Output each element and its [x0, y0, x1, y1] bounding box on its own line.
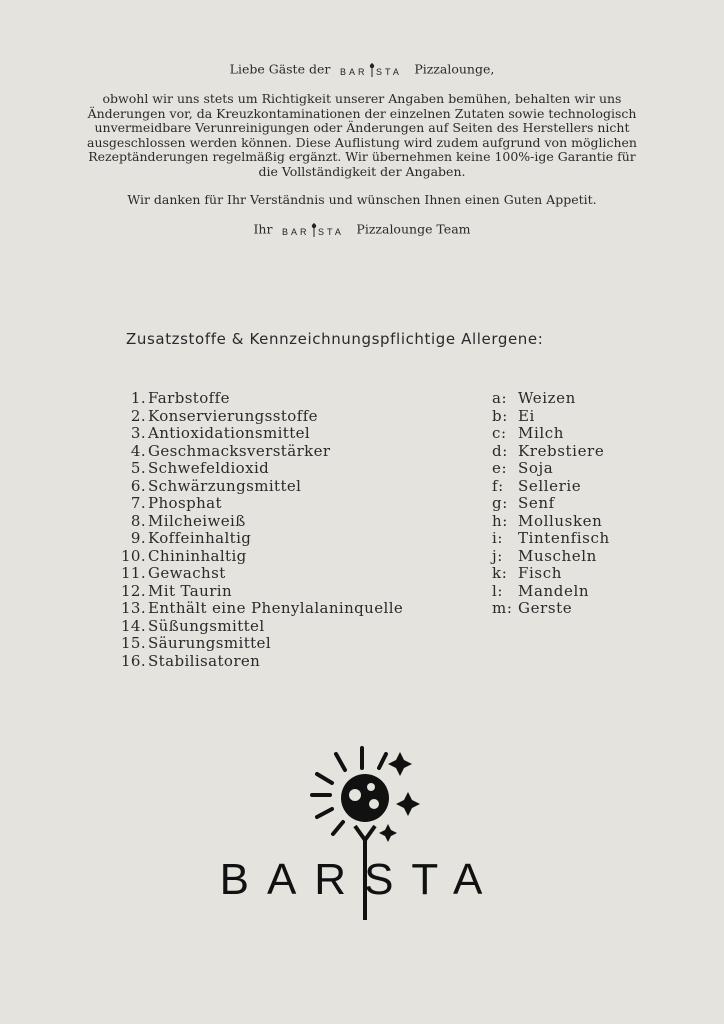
additive-number: 3. [130, 424, 146, 442]
additive-label: Enthält eine Phenylalaninquelle [148, 599, 404, 617]
additive-item [112, 530, 403, 548]
allergen-label: Krebstiere [518, 441, 605, 460]
svg-text:BAR: BAR [340, 67, 368, 77]
allergen-heading: Zusatzstoffe & Kennzeichnungspflichtige Allergene: [126, 330, 544, 348]
allergen-label: Ei [518, 406, 535, 425]
allergen-letter: k: [492, 564, 508, 582]
additive-number: 1. [130, 389, 146, 407]
barista-mini-logo-2 [282, 222, 346, 238]
additive-number: 7. [130, 494, 146, 512]
brand-wordmark [150, 855, 570, 905]
additive-number: 15. [120, 634, 146, 652]
signature-line [40, 222, 684, 238]
additive-item [112, 565, 403, 583]
allergen-item [492, 513, 610, 531]
disclaimer-line: obwohl wir uns stets um Richtigkeit unserer Angaben bemühen, behalten wir uns [102, 91, 622, 106]
additive-number: 14. [120, 616, 146, 635]
allergen-item [492, 443, 610, 461]
allergen-item [492, 565, 610, 583]
additive-label: Gewachst [148, 564, 226, 582]
additive-number: 9. [130, 529, 146, 547]
additive-label: Koffeinhaltig [148, 529, 252, 547]
svg-text:STA: STA [376, 67, 403, 77]
allergen-label: Mollusken [518, 511, 603, 530]
brand-right: STA [364, 855, 501, 904]
allergen-letter: d: [492, 441, 508, 460]
additive-label: Schwefeldioxid [148, 459, 270, 477]
additive-number: 2. [130, 406, 146, 425]
additive-label: Konservierungsstoffe [148, 406, 318, 425]
allergen-letter: l: [492, 581, 504, 600]
additive-label: Säurungsmittel [148, 634, 272, 652]
additive-label: Schwärzungsmittel [148, 476, 302, 495]
additive-number: 4. [130, 441, 146, 460]
disclaimer-line: Änderungen vor, da Kreuzkontaminationen der einzelnen Zutaten sowie technologisch [87, 105, 637, 121]
additive-label: Antioxidationsmittel [148, 424, 311, 442]
additive-number: 12. [120, 581, 146, 600]
disclaimer-line: Rezeptänderungen regelmäßig ergänzt. Wir übernehmen keine 100%-ige Garantie für [88, 149, 636, 164]
additive-item [112, 600, 403, 618]
additive-item [112, 425, 403, 443]
additive-item [112, 548, 403, 566]
allergen-item [492, 600, 610, 618]
additive-item [112, 583, 403, 601]
additive-item [112, 408, 403, 426]
allergen-letter: c: [492, 424, 507, 442]
allergen-letter: f: [492, 476, 504, 495]
additive-item [112, 635, 403, 653]
additive-number: 10. [120, 546, 146, 565]
sign-pre: Ihr [253, 221, 273, 236]
additive-item [112, 495, 403, 513]
allergen-letter: j: [492, 546, 503, 565]
additive-item [112, 460, 403, 478]
additive-number: 8. [130, 511, 146, 530]
additive-number: 6. [130, 476, 146, 495]
allergen-letter: g: [492, 494, 508, 512]
additive-label: Geschmacksverstärker [148, 441, 331, 460]
allergen-item [492, 460, 610, 478]
additive-item [112, 653, 403, 671]
additive-item [112, 618, 403, 636]
allergen-item [492, 495, 610, 513]
allergen-label: Muscheln [518, 546, 597, 565]
allergens-list [492, 390, 610, 618]
sign-post: Pizzalounge Team [356, 221, 471, 236]
additive-number: 11. [120, 564, 146, 582]
allergen-item [492, 408, 610, 426]
allergen-label: Weizen [518, 389, 576, 407]
additive-label: Milcheiweiß [148, 511, 246, 530]
allergen-letter: b: [492, 406, 508, 425]
allergen-letter: e: [492, 459, 508, 477]
additive-label: Süßungsmittel [148, 616, 265, 635]
allergen-item [492, 425, 610, 443]
allergen-letter: i: [492, 529, 504, 547]
greeting-post: Pizzalounge, [414, 61, 495, 77]
intro-text [40, 62, 684, 238]
allergen-label: Soja [518, 459, 554, 477]
svg-text:STA: STA [318, 226, 345, 237]
additive-item [112, 443, 403, 461]
disclaimer-line: ausgeschlossen werden können. Diese Auflistung wird zudem aufgrund von möglichen [87, 134, 637, 150]
allergen-label: Sellerie [518, 476, 582, 495]
allergen-label: Fisch [518, 564, 562, 582]
additive-number: 13. [120, 599, 146, 617]
allergen-label: Mandeln [518, 581, 590, 600]
greeting-line [40, 62, 684, 78]
additive-label: Mit Taurin [148, 581, 233, 600]
additive-label: Farbstoffe [148, 389, 230, 407]
brand-left: BAR [219, 855, 365, 904]
disclaimer-paragraph [40, 92, 684, 179]
additive-label: Stabilisatoren [148, 651, 261, 670]
allergen-label: Tintenfisch [518, 529, 610, 547]
additive-label: Phosphat [148, 494, 222, 512]
svg-text:BAR: BAR [282, 226, 310, 237]
additive-item [112, 390, 403, 408]
additive-label: Chininhaltig [148, 546, 247, 565]
allergen-item [492, 390, 610, 408]
additives-list [112, 390, 403, 670]
thanks-line: Wir danken für Ihr Verständnis und wünschen Ihnen einen Guten Appetit. [127, 192, 597, 207]
allergen-label: Milch [518, 424, 565, 442]
allergen-item [492, 478, 610, 496]
additive-number: 16. [120, 651, 146, 670]
disclaimer-line: unvermeidbare Verunreinigungen oder Änderungen auf Seiten des Herstellers nicht [94, 120, 630, 135]
allergen-letter: h: [492, 511, 508, 530]
additive-number: 5. [130, 459, 146, 477]
barista-mini-logo [340, 62, 404, 78]
allergen-item [492, 548, 610, 566]
allergen-item [492, 530, 610, 548]
allergen-letter: m: [492, 599, 513, 617]
greeting-pre: Liebe Gäste der [229, 61, 331, 77]
additive-item [112, 478, 403, 496]
allergen-letter: a: [492, 389, 508, 407]
additive-item [112, 513, 403, 531]
allergen-label: Gerste [518, 599, 573, 617]
allergen-item [492, 583, 610, 601]
disclaimer-line: die Vollständigkeit der Angaben. [258, 163, 466, 179]
allergen-label: Senf [518, 494, 555, 512]
